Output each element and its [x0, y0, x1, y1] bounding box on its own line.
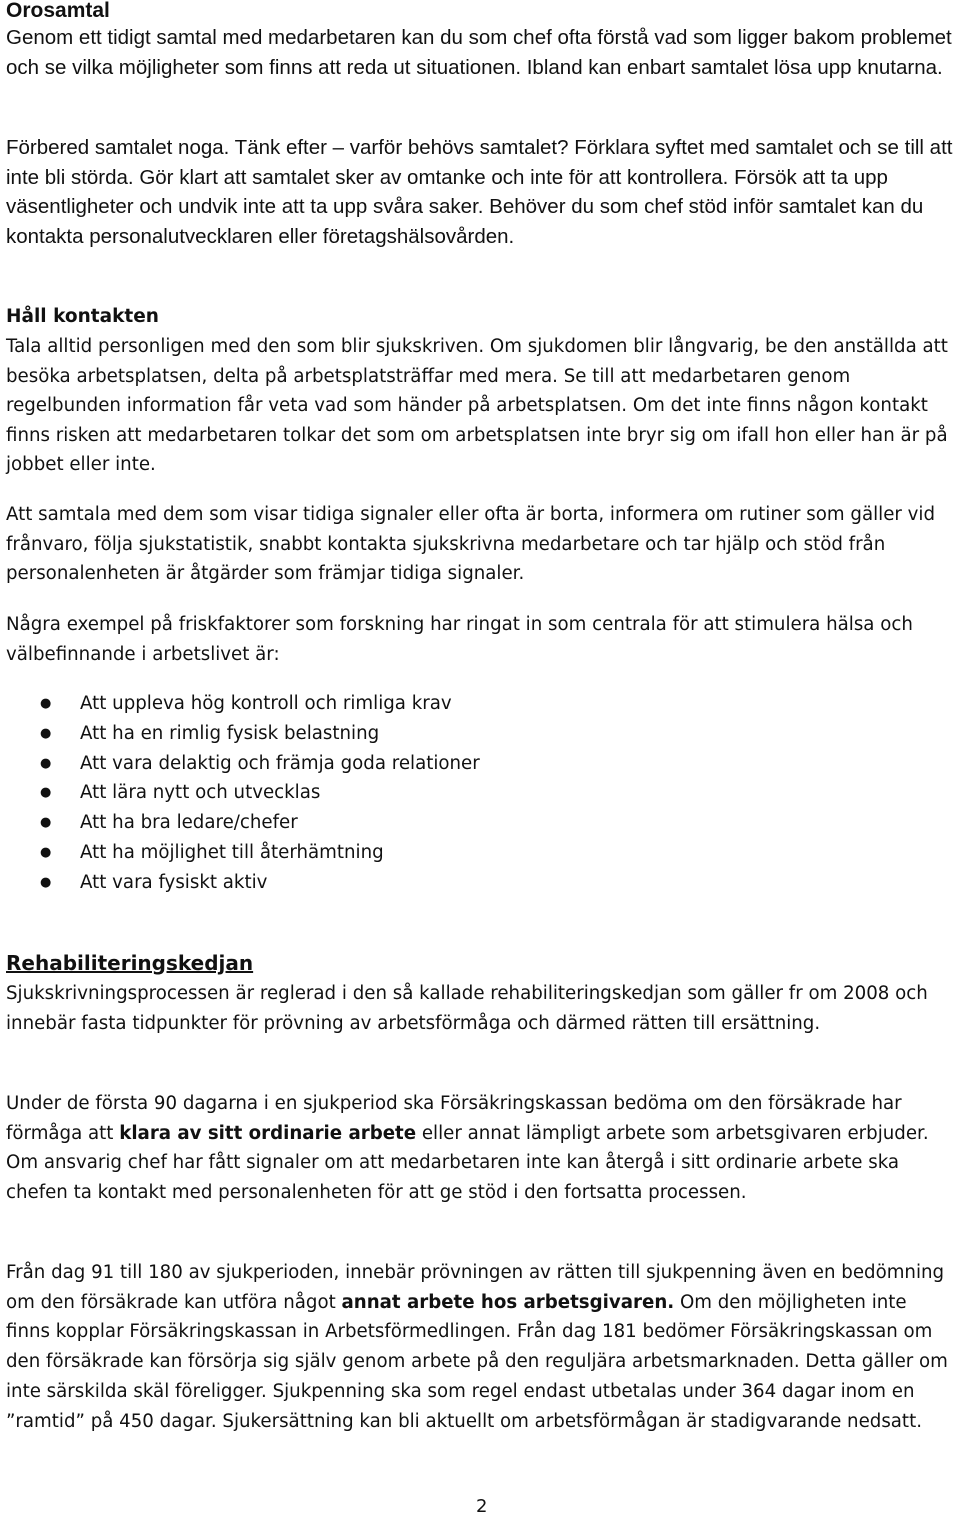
section-heading-hall-kontakten: Håll kontakten [6, 306, 159, 327]
bullet-icon: ● [40, 725, 52, 741]
page-number: 2 [476, 1496, 488, 1517]
list-item: ● Att uppleva hög kontroll och rimliga krav [6, 689, 956, 719]
emphasis-ordinarie-arbete: klara av sitt ordinarie arbete [119, 1122, 417, 1144]
friskfaktorer-list [6, 689, 956, 898]
rehab-paragraph-3: Från dag 91 till 180 av sjukperioden, innebär prövningen av rätten till sjukpenning även en bedömning om den försäkrade kan utföra något annat arbete hos arbetsgivaren. Om den möjligheten inte finns kopplar Försäkringskassan in Arbetsförmedlingen. Från dag 181 bedömer Försäkringskassan om den försäkrade kan försörja sig själv genom arbete på den reguljära arbetsmarknaden. Detta gäller om inte särskilda skäl föreligger. Sjukpenning ska som regel endast utbetalas under 364 dagar inom en ”ramtid” på 450 dagar. Sjukersättning kan bli aktuellt om arbetsförmågan är stadigvarande nedsatt. [6, 1262, 948, 1432]
list-item: ● Att vara delaktig och främja goda relationer [6, 749, 956, 779]
rehab-paragraph-2: Under de första 90 dagarna i en sjukperiod ska Försäkringskassan bedöma om den försäkrade har förmåga att klara av sitt ordinarie arbete eller annat lämpligt arbete som arbetsgivaren erbjuder. Om ansvarig chef har fått signaler om att medarbetaren inte kan återgå i sitt ordinarie arbete ska chefen ta kontakt med personalenheten för att ge stöd i den fortsatta processen. [6, 1093, 929, 1204]
hall-kontakten-paragraph-3: Några exempel på friskfaktorer som forskning har ringat in som centrala för att stimulera hälsa och välbefinnande i arbetslivet är: [6, 614, 913, 665]
rehab-paragraph-1: Sjukskrivningsprocessen är reglerad i den så kallade rehabiliteringskedjan som gäller fr om 2008 och innebär fasta tidpunkter för prövning av arbetsförmåga och därmed rätten till ersättning. [6, 983, 928, 1034]
emphasis-annat-arbete: annat arbete hos arbetsgivaren. [341, 1291, 675, 1313]
list-item: ● Att ha bra ledare/chefer [6, 808, 956, 838]
bullet-icon: ● [40, 755, 52, 771]
list-item: ● Att ha en rimlig fysisk belastning [6, 719, 956, 749]
section-heading-orosamtal: Orosamtal [6, 0, 110, 22]
orosamtal-paragraph-2: Förbered samtalet noga. Tänk efter – varför behövs samtalet? Förklara syftet med samtalet och se till att inte bli störda. Gör klart att samtalet sker av omtanke och inte för att kontrollera. Försök att ta upp väsentligheter och undvik inte att ta upp svåra saker. Behöver du som chef stöd inför samtalet kan du kontakta personalutvecklaren eller företagshälsovården. [6, 136, 953, 248]
orosamtal-paragraph-1: Genom ett tidigt samtal med medarbetaren kan du som chef ofta förstå vad som ligger bakom problemet och se vilka möjligheter som finns att reda ut situationen. Ibland kan enbart samtalet lösa upp knutarna. [6, 26, 952, 79]
list-item: ● Att vara fysiskt aktiv [6, 868, 956, 898]
hall-kontakten-paragraph-2: Att samtala med dem som visar tidiga signaler eller ofta är borta, informera om rutiner som gäller vid frånvaro, följa sjukstatistik, snabbt kontakta sjukskrivna medarbetare och tar hjälp och stöd från personalenheten är åtgärder som främjar tidiga signaler. [6, 504, 936, 585]
bullet-icon: ● [40, 785, 52, 801]
list-item: ● Att lära nytt och utvecklas [6, 778, 956, 808]
list-item: ● Att ha möjlighet till återhämtning [6, 838, 956, 868]
bullet-icon: ● [40, 696, 52, 711]
bullet-icon: ● [40, 815, 52, 831]
hall-kontakten-paragraph-1: Tala alltid personligen med den som blir sjukskriven. Om sjukdomen blir långvarig, be den anställda att besöka arbetsplatsen, delta på arbetsplatsträffar med mera. Se till att medarbetaren genom regelbunden information får veta vad som händer på arbetsplatsen. Om det inte finns någon kontakt finns risken att medarbetaren tolkar det som om arbetsplatsen inte bryr sig om ifall hon eller han är på jobbet eller inte. [6, 336, 948, 476]
bullet-icon: ● [40, 844, 52, 860]
section-heading-rehabiliteringskedjan: Rehabiliteringskedjan [6, 951, 254, 975]
bullet-icon: ● [40, 874, 52, 890]
